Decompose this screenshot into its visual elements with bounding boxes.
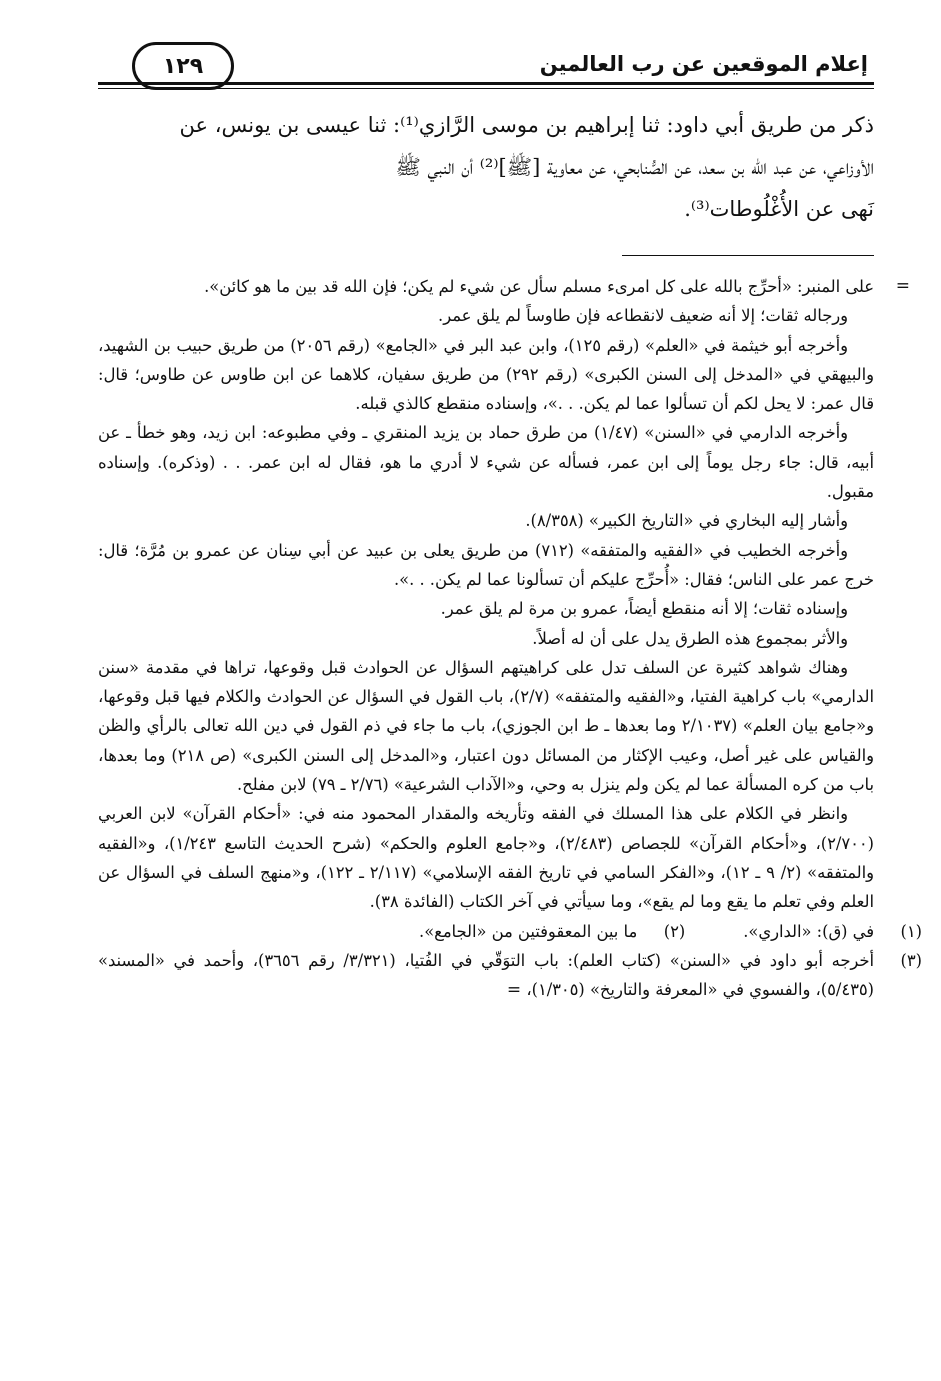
continuation-mark: = [895, 276, 910, 296]
footnote-paragraph: وهناك شواهد كثيرة عن السلف تدل على كراهيتهم السؤال عن الحوادث قبل وقوعها، تراها في مقدمة «سنن الدارمي» باب كراهية الفتيا، و«الفقيه والمتفقه» (٢/٧)، باب القول في السؤال عن الحوادث والكلام فيها قبل وقوعها، و«جامع بيان العلم» (٢/١٠٣٧ وما بعدها ـ ط ابن الجوزي)، باب ما جاء في ذم القول في دين الله تعالى بالرأي والظن والقياس على غير أصل، وعيب الإكثار من المسائل دون اعتبار، و«المدخل إلى السنن الكبرى» (ص ٢١٨) وما بعدها، باب من كره المسألة عما لم يكن ولم ينزل به وحي، و«الآداب الشرعية» (٢/٧٦ ـ ٧٩) لابن مفلح. [98, 657, 874, 795]
footnote-paragraph: ورجاله ثقات؛ إلا أنه ضعيف لانقطاعه فإن طاوساً لم يلق عمر. [438, 306, 848, 326]
footnote-number: (٢) [663, 921, 686, 941]
footnote-number: (١) [900, 921, 922, 941]
footnote-paragraph: والأثر بمجموع هذه الطرق يدل على أن له أصلاً. [532, 628, 848, 648]
footnote-paragraph: وأشار إليه البخاري في «التاريخ الكبير» (٨/٣٥٨). [525, 511, 848, 531]
main-text [98, 104, 874, 230]
footnote-paragraph: وأخرجه الدارمي في «السنن» (١/٤٧) من طرق حماد بن يزيد المنقري ـ وفي مطبوعه: ابن زيد، وهو خطأ ـ عن أبيه، قال: جاء رجل يوماً إلى ابن عمر، فسأله عن شيء لا أدري ما هو، فقال له ابن عمر. . . (وذكره). وإسناده مقبول. [98, 423, 874, 502]
main-text-line: الأوزاعي، عن عبد الله بن سعد، عن الصُّنابحي، عن معاوية [ﷺ]⁽²⁾ أن النبي ﷺ [395, 155, 874, 179]
footnote-3-text: أخرجه أبو داود في «السنن» (كتاب العلم): باب التوَقّي في الفُتيا، (٣/٣٢١/ رقم ٣٦٥٦)، وأحمد في «المسند» (٥/٤٣٥)، والفسوي في «المعرفة والتاريخ» (١/٣٠٥)، [98, 950, 875, 1000]
footnote-paragraph: وأخرجه الخطيب في «الفقيه والمتفقه» (٧١٢) من طريق يعلى بن عبيد عن أبي سِنان عن عمرو بن مُرَّة؛ قال: خرج عمر على الناس؛ فقال: «أُحرِّج عليكم أن تسألونا عما لم يكن. . .». [98, 540, 874, 589]
continuation-mark: = [506, 980, 522, 1001]
footnote-text: في (ق): «الداري». [743, 921, 874, 941]
running-title: إعلام الموقعين عن رب العالمين [539, 52, 868, 76]
footnote-paragraph: وإسناده ثقات؛ إلا أنه منقطع أيضاً، عمرو بن مرة لم يلق عمر. [440, 599, 848, 619]
footnote-paragraph: وانظر في الكلام على هذا المسلك في الفقه وتأريخه والمقدار المحمود منه في: «أحكام القرآن» لابن العربي (٢/٧٠٠)، و«أحكام القرآن» للجصاص (٢/٤٨٣)، و«جامع العلوم والحكم» (شرح الحديث التاسع ١/٢٤٣)، و«الفقيه والمتفقه» (٢/ ٩ ـ ١٢)، و«الفكر السامي في تاريخ الفقه الإسلامي» (٢/١١٧ ـ ١٢٢)، و«منهج السلف في السؤال عن العلم وفي تعلم ما يقع وما لم يقع»، وما سيأتي في آخر الكتاب (الفائدة ٣٨). [98, 804, 875, 912]
header-rule-thin [98, 88, 874, 89]
footnote-paragraph [98, 272, 910, 301]
header-rule-thick [98, 82, 874, 85]
footnote-text: ما بين المعقوفتين من «الجامع». [419, 921, 638, 941]
page-header [98, 40, 874, 92]
footnote-3 [98, 946, 922, 1006]
footnote-text [98, 946, 874, 1006]
footnote-1-2 [98, 917, 922, 946]
footnote-number: (٣) [900, 950, 922, 970]
main-text-line: نَهى عن الأُغْلُوطات⁽³⁾. [684, 197, 874, 221]
footnotes [98, 272, 922, 1005]
page-number-badge: ١٢٩ [132, 42, 234, 90]
footnote-paragraph-text: على المنبر: «أحرِّج بالله على كل امرىء مسلم سأل عن شيء لم يكن؛ فإن الله قد بين ما هو كائن». [204, 277, 874, 296]
footnote-separator [622, 255, 874, 256]
footnote-paragraph: وأخرجه أبو خيثمة في «العلم» (رقم ١٢٥)، وابن عبد البر في «الجامع» (رقم ٢٠٥٦) من طريق حبيب بن الشهيد، والبيهقي في «المدخل إلى السنن الكبرى» (رقم ٢٩٢) من طريق سفيان، كلاهما عن ابن طاوس عن طاوس؛ قال: قال عمر: لا يحل لكم أن تسألوا عما لم يكن. . .»، وإسناده منقطع كالذي قبله. [98, 335, 874, 414]
main-text-line: ذكر من طريق أبي داود: ثنا إبراهيم بن موسى الرَّازي⁽¹⁾: ثنا عيسى بن يونس، عن [179, 113, 874, 137]
